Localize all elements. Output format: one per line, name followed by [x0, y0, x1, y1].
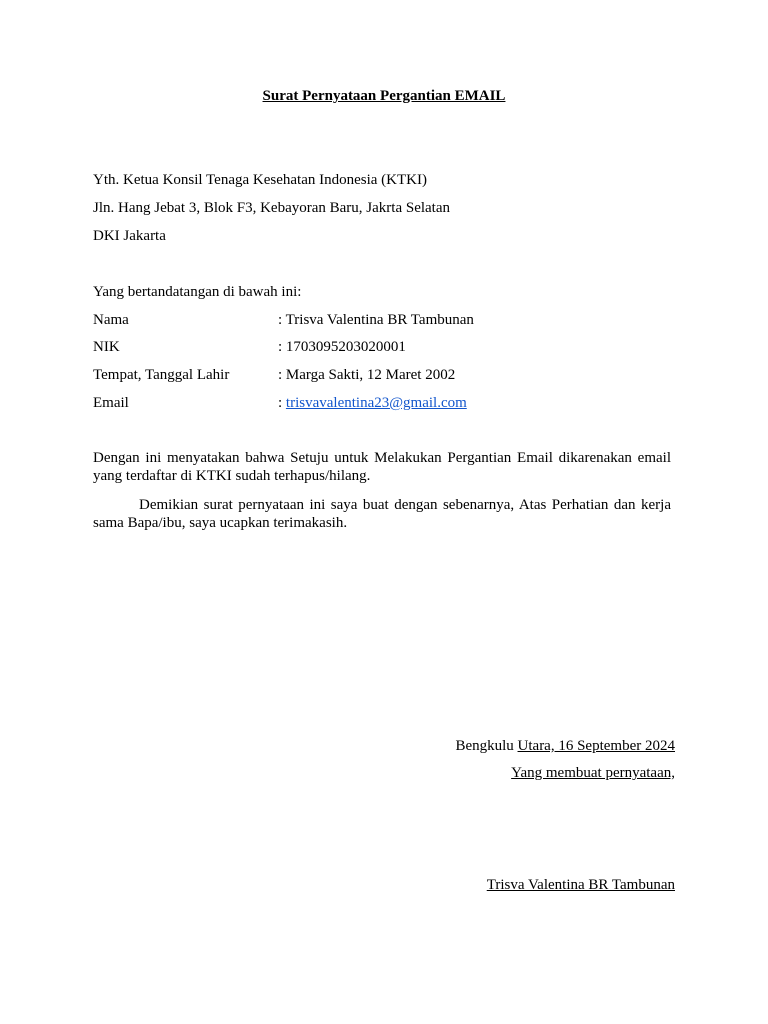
signature-date: Utara, 16 September 2024: [517, 738, 675, 754]
signature-place: Bengkulu: [455, 738, 518, 754]
intro-text: Yang bertandatangan di bawah ini:: [93, 284, 302, 300]
nama-value: : Trisva Valentina BR Tambunan: [278, 312, 474, 328]
email-label: Email: [93, 395, 129, 411]
nik-value: : 1703095203020001: [278, 339, 406, 355]
recipient-line-2: Jln. Hang Jebat 3, Blok F3, Kebayoran Baru, Jakrta Selatan: [93, 200, 451, 216]
recipient-line-1: Yth. Ketua Konsil Tenaga Kesehatan Indonesia (KTKI): [93, 172, 427, 188]
closing-paragraph: Demikian surat pernyataan ini saya buat dengan sebenarnya, Atas Perhatian dan kerja sama Bapa/ibu, saya ucapkan terimakasih.: [93, 497, 671, 531]
document-title: Surat Pernyataan Pergantian EMAIL: [262, 88, 506, 104]
signature-place-date: [455, 737, 675, 755]
email-row: [278, 394, 467, 412]
email-prefix: :: [278, 395, 286, 411]
statement-paragraph: Dengan ini menyatakan bahwa Setuju untuk Melakukan Pergantian Email dikarenakan email yang terdaftar di KTKI sudah terhapus/hilang.: [93, 450, 671, 484]
nik-label: NIK: [93, 339, 120, 355]
recipient-line-3: DKI Jakarta: [93, 228, 166, 244]
signature-name: Trisva Valentina BR Tambunan: [486, 877, 675, 893]
email-link[interactable]: trisvavalentina23@gmail.com: [285, 395, 467, 411]
signature-maker: Yang membuat pernyataan,: [511, 765, 675, 781]
nama-label: Nama: [93, 312, 129, 328]
ttl-label: Tempat, Tanggal Lahir: [93, 367, 230, 383]
ttl-value: : Marga Sakti, 12 Maret 2002: [278, 367, 456, 383]
